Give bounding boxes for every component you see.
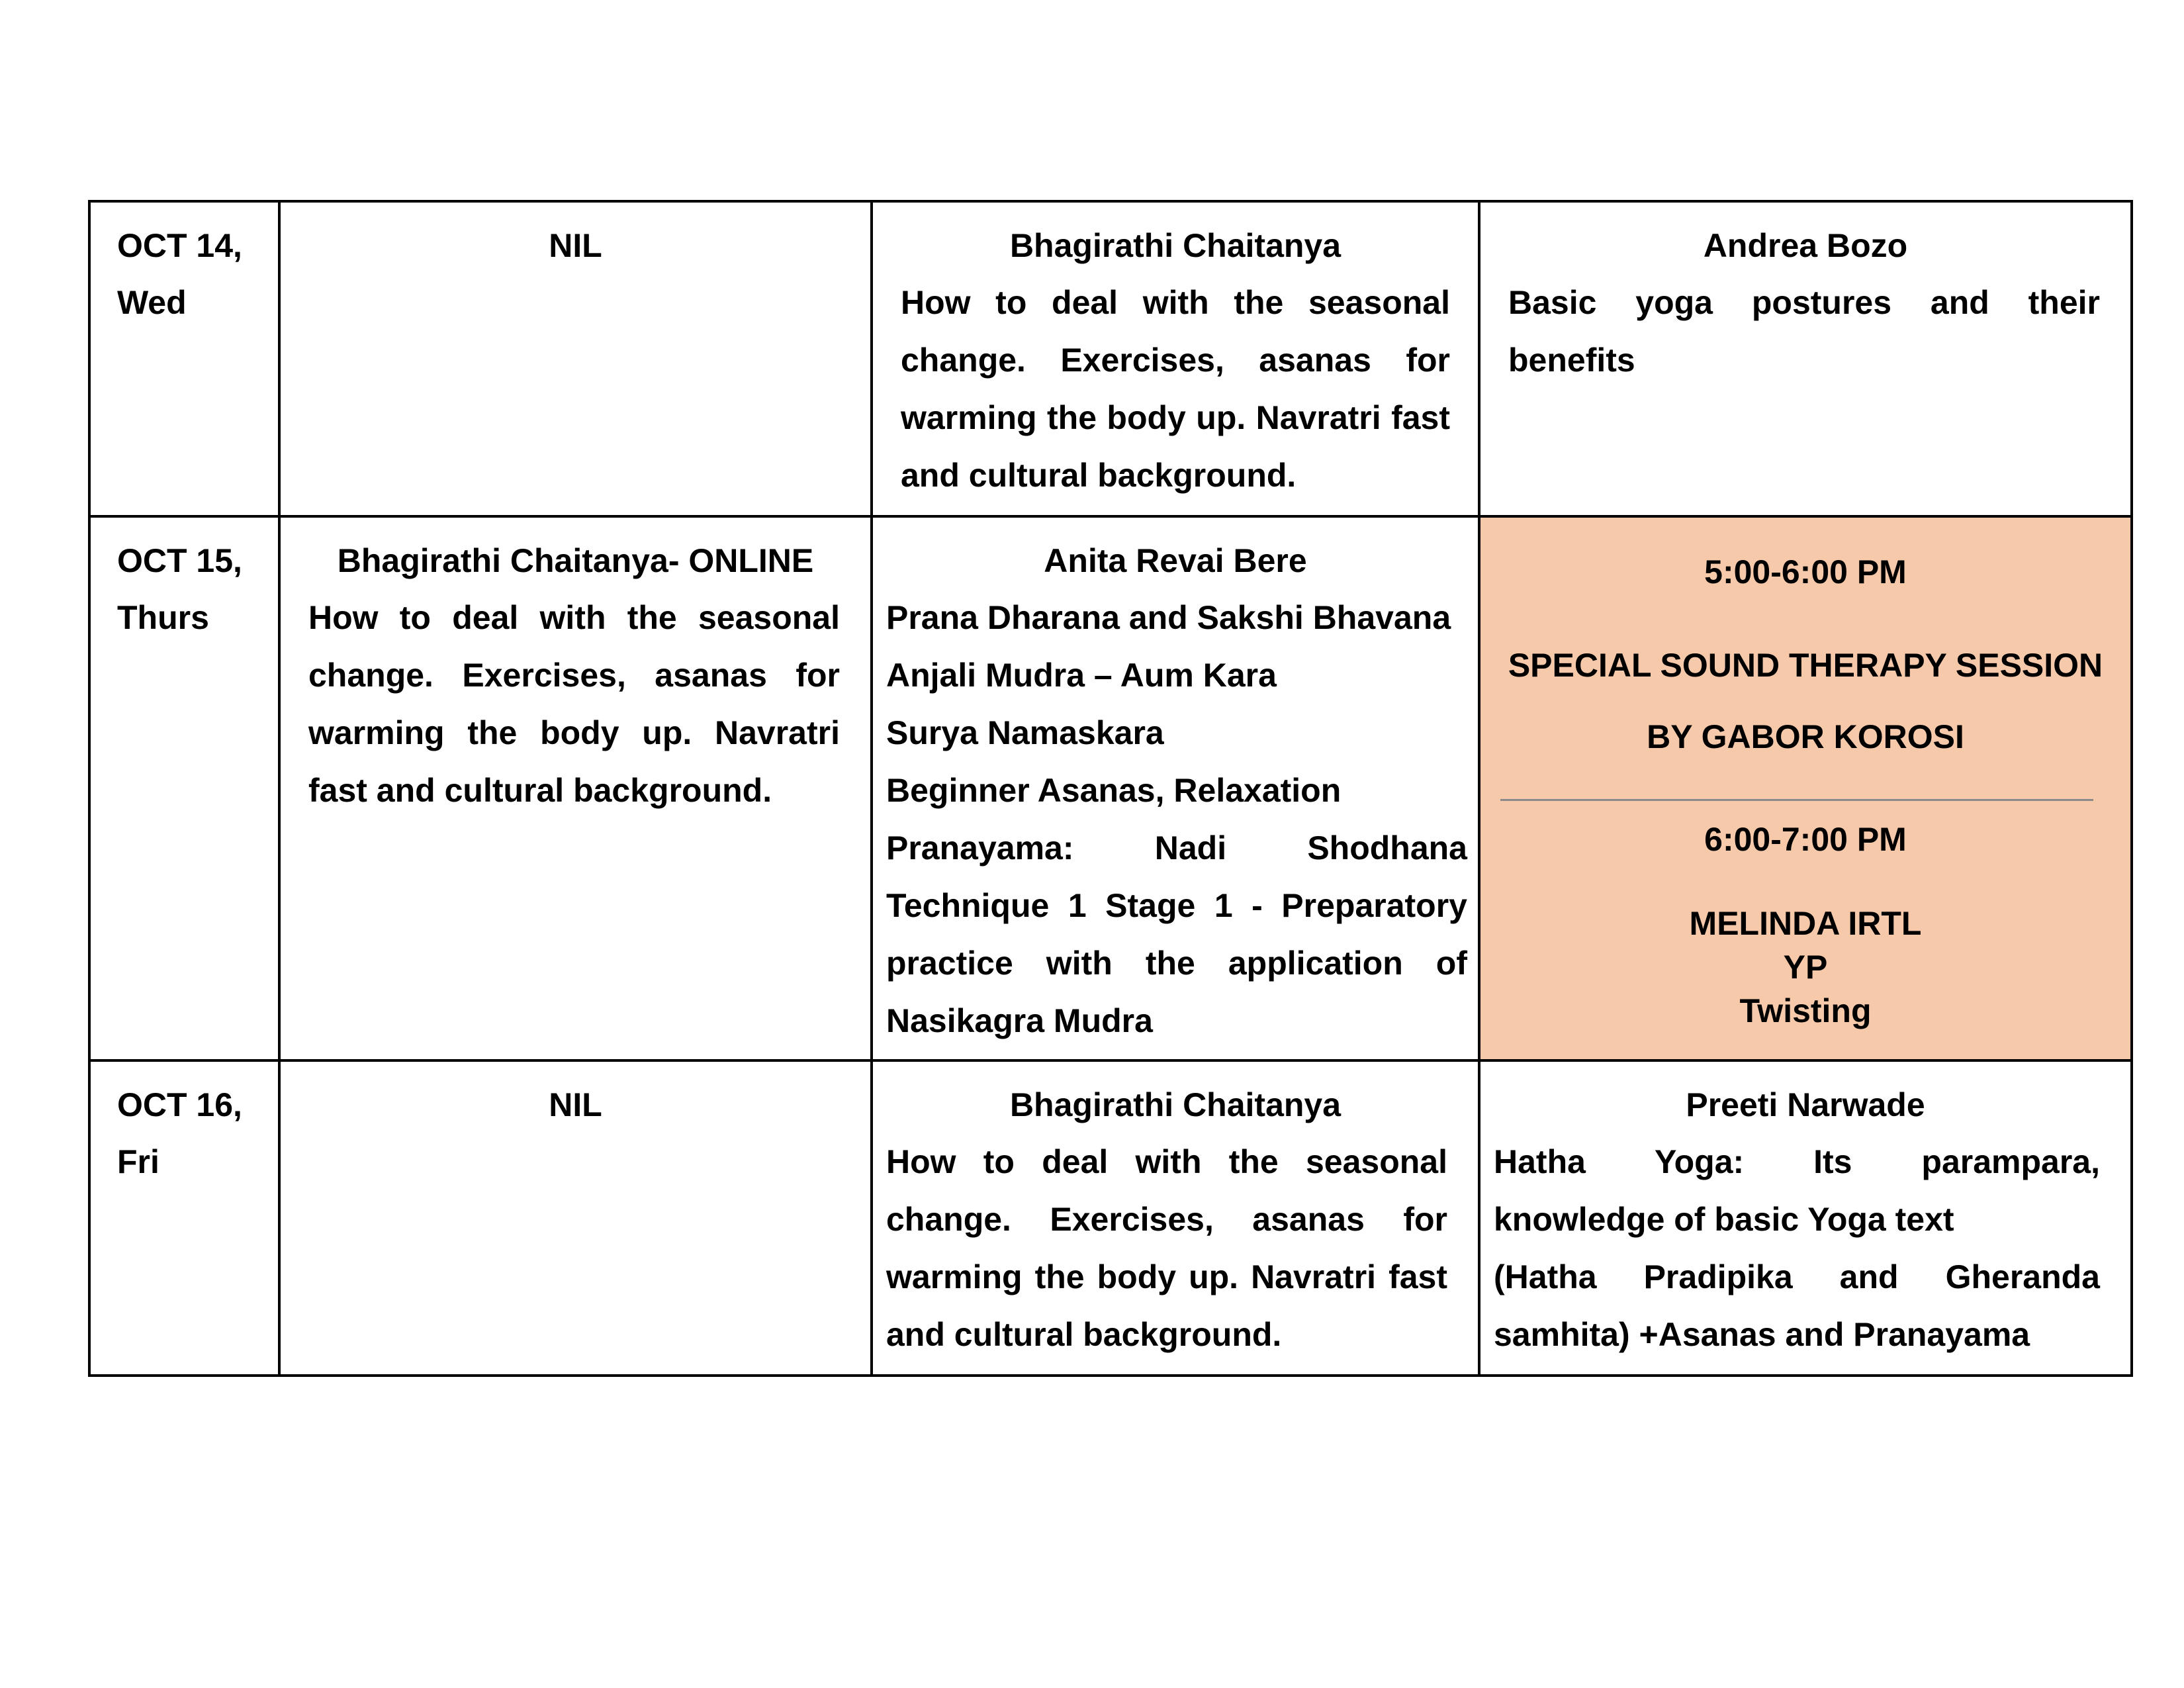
date-label: OCT 15, (117, 542, 242, 579)
topic-line: Anjali Mudra – Aum Kara (886, 657, 1277, 694)
special-session-cell (1479, 516, 2132, 1060)
session-cell (872, 516, 1479, 1060)
topic-line: Hatha Yoga: Its parampara, (1494, 1143, 2100, 1180)
session-cell (872, 201, 1479, 516)
day-label: Wed (117, 284, 187, 321)
topic-line: knowledge of basic Yoga text (1494, 1201, 1954, 1238)
session-empty: NIL (549, 1086, 602, 1123)
session-cell (279, 516, 872, 1060)
session-time: 5:00-6:00 PM (1704, 553, 1907, 590)
schedule-table (88, 200, 2133, 1377)
table-row (89, 1060, 2132, 1376)
topic-line: Prana Dharana and Sakshi Bhavana (886, 599, 1451, 636)
day-label: Fri (117, 1143, 159, 1180)
session-details (1480, 902, 2130, 1033)
title-line: SPECIAL SOUND THERAPY SESSION (1508, 647, 2103, 684)
session-cell (279, 1060, 872, 1376)
session-description: (Hatha Pradipika and Gheranda samhita) +Asanas and Pranayama (1494, 1258, 2100, 1353)
session-cell (279, 201, 872, 516)
session-description: Pranayama: Nadi Shodhana Technique 1 Stage 1 - Preparatory practice with the application of Nasikagra Mudra (886, 829, 1467, 1039)
divider (1500, 799, 2093, 801)
date-cell (89, 1060, 279, 1376)
topic-line: Beginner Asanas, Relaxation (886, 772, 1342, 809)
date-cell (89, 516, 279, 1060)
topic-line: Surya Namaskara (886, 714, 1164, 751)
special-session-title (1480, 630, 2130, 773)
table-row (89, 516, 2132, 1060)
instructor-name: MELINDA IRTL (1689, 905, 1922, 942)
table-row (89, 201, 2132, 516)
date-label: OCT 16, (117, 1086, 242, 1123)
instructor-name: Preeti Narwade (1686, 1086, 1925, 1123)
session-detail: YP (1783, 949, 1828, 986)
session-empty: NIL (549, 227, 602, 264)
session-description: How to deal with the seasonal change. Exercises, asanas for warming the body up. Navratri fast and cultural background. (901, 284, 1450, 494)
session-description: Basic yoga postures and their benefits (1508, 284, 2100, 379)
session-detail: Twisting (1739, 992, 1872, 1029)
session-cell (1479, 201, 2132, 516)
instructor-name: Bhagirathi Chaitanya- ONLINE (337, 542, 814, 579)
session-time: 6:00-7:00 PM (1704, 821, 1907, 858)
instructor-name: Anita Revai Bere (1044, 542, 1307, 579)
date-label: OCT 14, (117, 227, 242, 264)
session-cell (1479, 1060, 2132, 1376)
title-line: BY GABOR KOROSI (1647, 718, 1964, 755)
instructor-name: Bhagirathi Chaitanya (1009, 227, 1342, 264)
instructor-name: Andrea Bozo (1703, 227, 1908, 264)
session-topics (1480, 1133, 2130, 1248)
session-cell (872, 1060, 1479, 1376)
session-topics (873, 589, 1478, 820)
session-description: How to deal with the seasonal change. Exercises, asanas for warming the body up. Navratri fast and cultural background. (308, 599, 840, 809)
day-label: Thurs (117, 599, 209, 636)
date-cell (89, 201, 279, 516)
session-description: How to deal with the seasonal change. Exercises, asanas for warming the body up. Navratri fast and cultural background. (886, 1143, 1447, 1353)
instructor-name: Bhagirathi Chaitanya (1009, 1086, 1342, 1123)
